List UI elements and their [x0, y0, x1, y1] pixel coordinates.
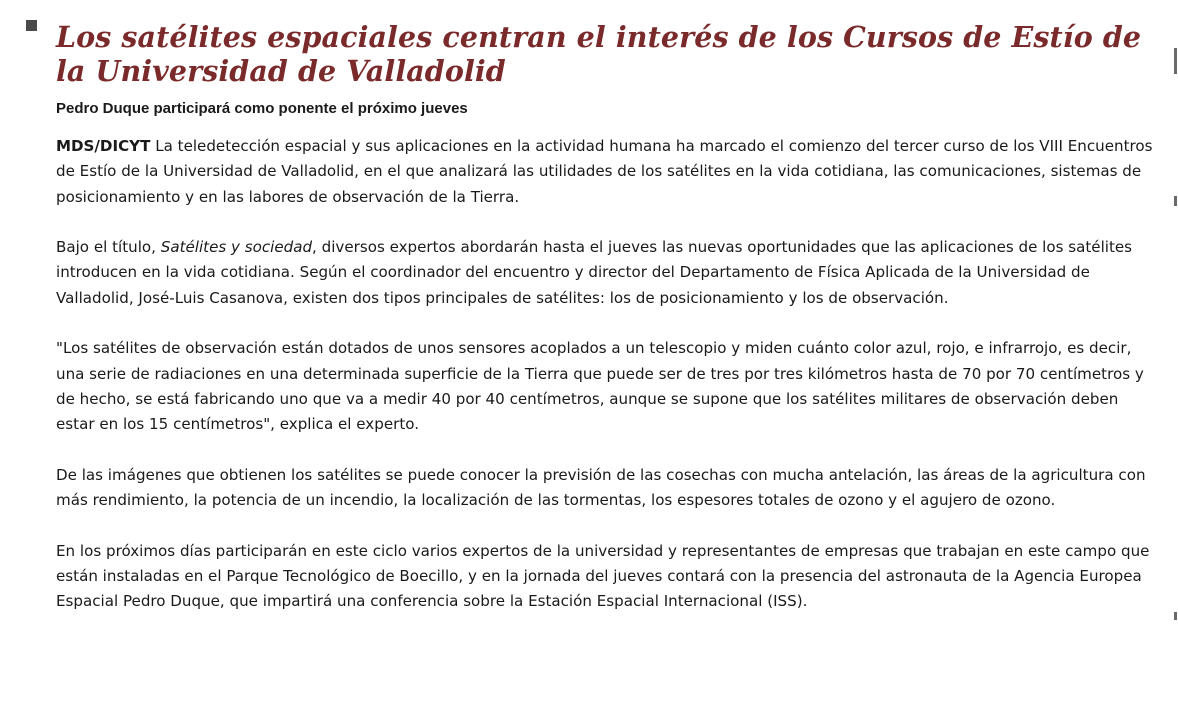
paragraph-2-text: , diversos expertos abordarán hasta el jueves las nuevas oportunidades que las aplicaciones de los satélites introducen en la vida cotidiana. Según el coordinador del encuentro y director del Departamento de Física Aplicada de la Universidad de Valladolid, José-Luis Casanova, existen dos tipos principales de satélites: los de posicionamiento y los de observación.: [56, 238, 1133, 307]
scan-mark: [1174, 196, 1177, 206]
paragraph-5: En los próximos días participarán en este ciclo varios expertos de la universidad y representantes de empresas que trabajan en este campo que están instaladas en el Parque Tecnológico de Boecillo, y en la jornada del jueves contará con la presencia del astronauta de la Agencia Europea Espacial Pedro Duque, que impartirá una conferencia sobre la Estación Espacial Internacional (ISS).: [56, 541, 1150, 611]
paragraph-4: De las imágenes que obtienen los satélites se puede conocer la previsión de las cosechas con mucha antelación, las áreas de la agricultura con más rendimiento, la potencia de un incendio, la localización de las tormentas, los espesores totales de ozono y el agujero de ozono.: [56, 465, 1146, 510]
headline: Los satélites espaciales centran el interés de los Cursos de Estío de la Universidad de Valladolid: [56, 20, 1142, 88]
paragraph-1: [56, 134, 1156, 210]
scan-edge-marks: [1172, 0, 1178, 721]
paragraph-2: [56, 235, 1156, 311]
article-body: [56, 134, 1156, 640]
scan-mark: [1174, 612, 1177, 620]
scan-mark: [1174, 48, 1177, 74]
agency-byline: MDS/DICYT: [56, 137, 151, 155]
subtitle: Pedro Duque participará como ponente el próximo jueves: [56, 100, 468, 117]
square-bullet-icon: [26, 20, 37, 31]
course-title: Satélites y sociedad: [160, 238, 313, 257]
paragraph-1-text: La teledetección espacial y sus aplicaciones en la actividad humana ha marcado el comienzo del tercer curso de los VIII Encuentros de Estío de la Universidad de Valladolid, en el que analizará las utilidades de los satélites en la vida cotidiana, las comunicaciones, sistemas de posicionamiento y en las labores de observación de la Tierra.: [56, 137, 1153, 206]
paragraph-2-intro: Bajo el título,: [56, 238, 161, 257]
paragraph-3: "Los satélites de observación están dotados de unos sensores acoplados a un telescopio y miden cuánto color azul, rojo, e infrarrojo, es decir, una serie de radiaciones en una determinada superficie de la Tierra que puede ser de tres por tres kilómetros hasta de 70 por 70 centímetros y de hecho, se está fabricando uno que va a medir 40 por 40 centímetros, aunque se supone que los satélites militares de observación deben estar en los 15 centímetros", explica el experto.: [56, 339, 1144, 434]
